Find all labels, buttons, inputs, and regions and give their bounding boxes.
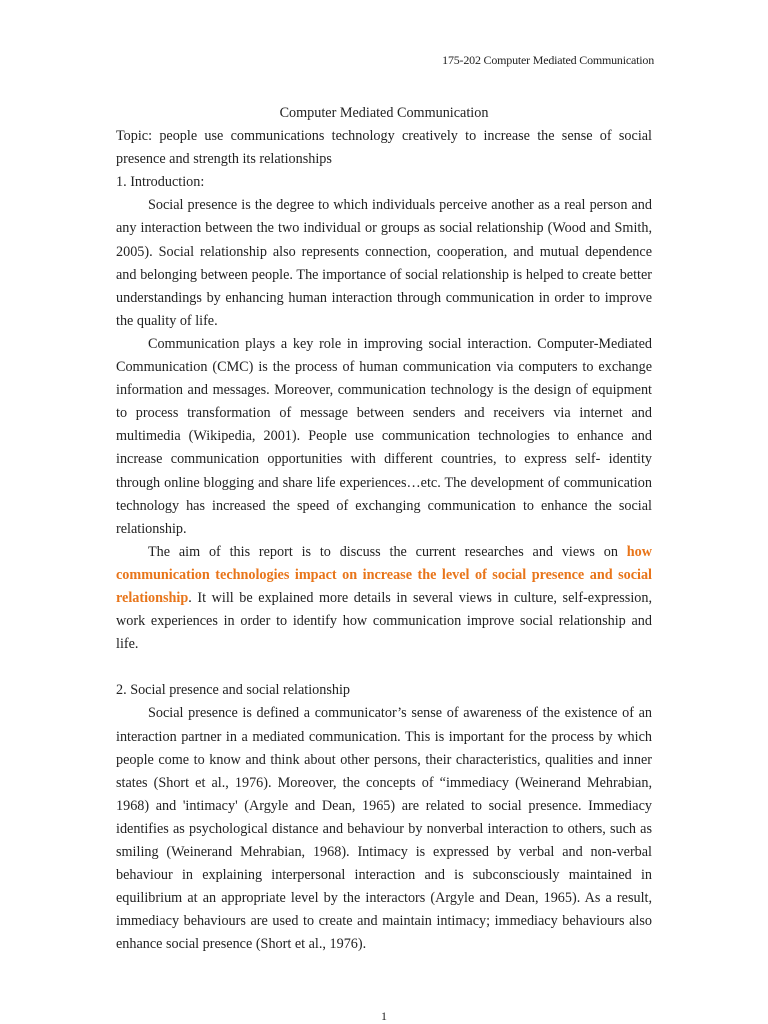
paragraph: Communication plays a key role in improving social interaction. Computer-Mediated Communication (CMC) is the process of human communication via computers to exchange information and messages. Moreover, communication technology is the design of equipment to process transformation of message between senders and receivers via internet and multimedia (Wikipedia, 2001). People use communication technologies to enhance and increase communication opportunities with different countries, to express self- identity through online blogging and share life experiences…etc. The development of communication technology has increased the speed of exchanging communication to enhance the social relationship. — [116, 335, 652, 537]
running-header: 175-202 Computer Mediated Communication — [442, 53, 654, 67]
paragraph-text: The aim of this report is to discuss the current researches and views on — [148, 543, 627, 560]
highlighted-phrase: how communication technologies impact on increase the level of social presence and social relationship — [116, 543, 652, 606]
document-body — [116, 102, 652, 956]
topic-line: Topic: people use communications technology creatively to increase the sense of social presence and strength its relationships — [116, 128, 652, 168]
paragraph: Social presence is the degree to which individuals perceive another as a real person and any interaction between the two individual or groups as social relationship (Wood and Smith, 2005). Social relationship also represents connection, cooperation, and mutual dependence and belonging between people. The importance of social relationship is helped to create better understandings by enhancing human interaction through communication in order to improve the quality of life. — [116, 197, 652, 329]
section-heading-introduction: 1. Introduction: — [116, 174, 205, 191]
paragraph: Social presence is defined a communicator’s sense of awareness of the existence of an interaction partner in a mediated communication. This is important for the process by which people come to know and think about other persons, their characteristics, qualities and inner states (Short et al., 1976). Moreover, the concepts of “immediacy (Weinerand Mehrabian, 1968) and 'intimacy' (Argyle and Dean, 1965) are related to social presence. Immediacy identifies as psychological distance and behaviour by nonverbal interaction to others, such as smiling (Weinerand Mehrabian, 1968). Intimacy is expressed by verbal and non-verbal behaviour in explaining interpersonal interaction and is subconsciously maintained in equilibrium at an appropriate level by the interactors (Argyle and Dean, 1965). As a result, immediacy behaviours are used to create and maintain intimacy; immediacy behaviours also enhance social presence (Short et al., 1976). — [116, 705, 652, 953]
spacer — [116, 656, 652, 679]
paragraph-text: . It will be explained more details in several views in culture, self-expression, work experiences in order to identify how communication improve social relationship and life. — [116, 589, 652, 653]
page-number: 1 — [381, 1009, 387, 1023]
paragraph-aim — [116, 541, 652, 656]
section-heading-social-presence: 2. Social presence and social relationship — [116, 682, 351, 699]
document-title: Computer Mediated Communication — [279, 105, 489, 121]
